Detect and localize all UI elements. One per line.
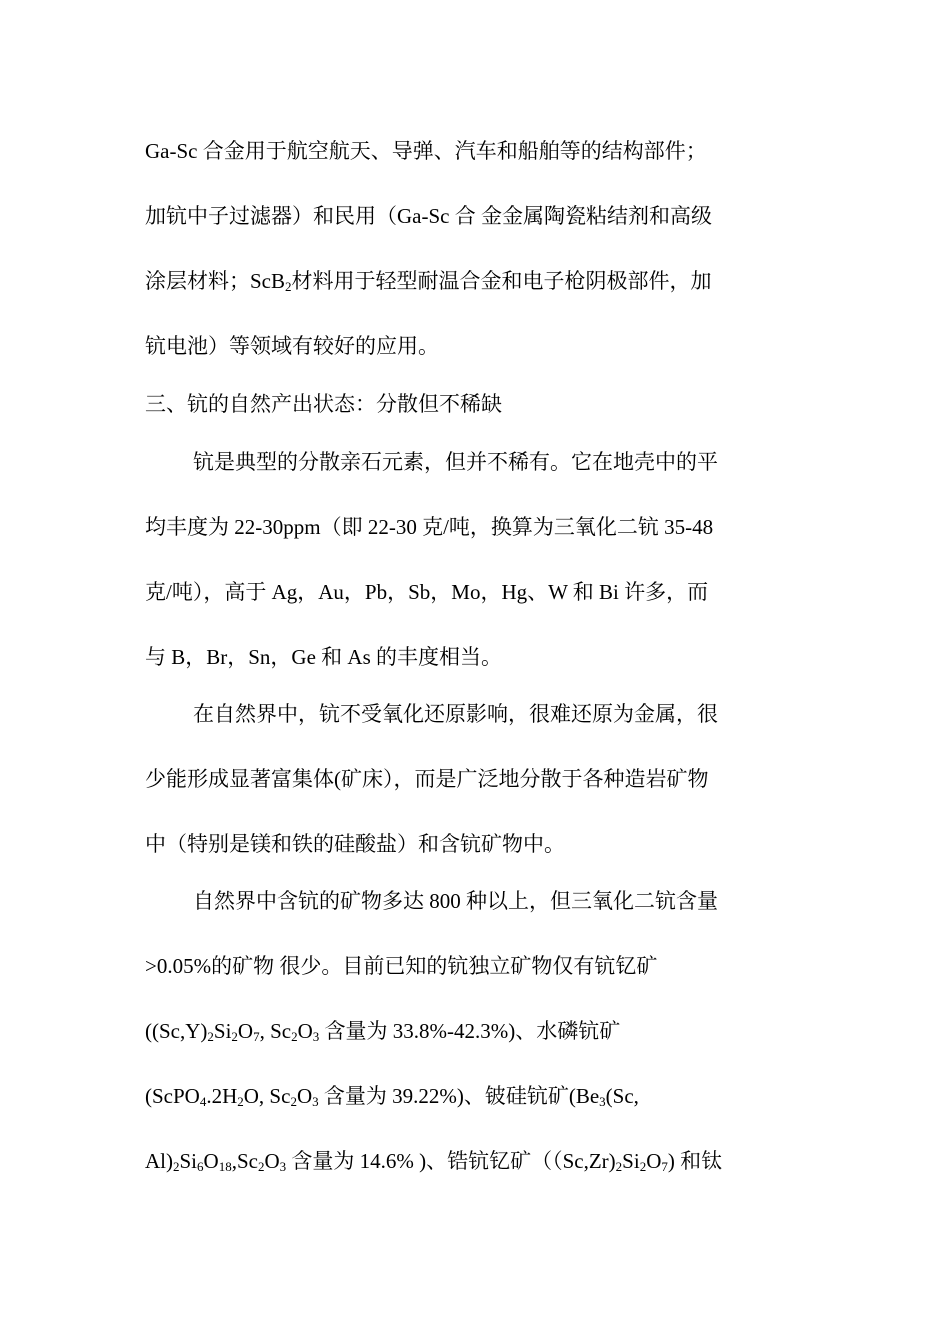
paragraph-line — [145, 1016, 620, 1046]
paragraph-line: 钪是典型的分散亲石元素，但并不稀有。它在地壳中的平 — [193, 450, 718, 474]
paragraph-line: 均丰度为 22-30ppm（即 22-30 克/吨，换算为三氧化二钪 35-48 — [145, 515, 714, 539]
text-run: O — [646, 1149, 662, 1173]
text-run: .2H — [206, 1084, 238, 1108]
subscript: 2 — [639, 1159, 647, 1174]
paragraph-line: 与 B，Br，Sn，Ge 和 As 的丰度相当。 — [145, 645, 503, 669]
text-run: Si — [179, 1149, 198, 1173]
text-run: (ScPO — [145, 1084, 200, 1108]
paragraph-line: 中（特别是镁和铁的硅酸盐）和含钪矿物中。 — [145, 832, 565, 856]
text-run: 涂层材料；ScB — [145, 269, 286, 293]
subscript: 2 — [173, 1159, 180, 1174]
paragraph-line: Ga-Sc 合金用于航空航天、导弹、汽车和船舶等的结构部件； — [145, 139, 707, 163]
paragraph-line: 加钪中子过滤器）和民用（Ga-Sc 合 金金属陶瓷粘结剂和高级 — [145, 204, 712, 228]
text-run: (Sc, — [605, 1084, 639, 1108]
text-run: Si — [622, 1149, 640, 1173]
text-run: , Sc — [259, 1019, 292, 1043]
subscript: 18 — [218, 1159, 232, 1174]
text-run: O — [296, 1084, 313, 1108]
text-run: O — [264, 1149, 280, 1173]
subscript: 7 — [253, 1029, 260, 1044]
subscript: 3 — [599, 1094, 606, 1109]
text-run: O — [297, 1019, 313, 1043]
text-run: ) 和钛 — [667, 1149, 723, 1173]
text-run: 材料用于轻型耐温合金和电子枪阴极部件，加 — [291, 269, 712, 293]
subscript: 2 — [257, 1159, 265, 1174]
paragraph-line: 少能形成显著富集体(矿床），而是广泛地分散于各种造岩矿物 — [145, 767, 709, 791]
text-run: O — [237, 1019, 254, 1043]
subscript: 6 — [197, 1159, 204, 1174]
text-run: Si — [213, 1019, 232, 1043]
text-run: O — [203, 1149, 219, 1173]
paragraph-line: 在自然界中，钪不受氧化还原影响，很难还原为金属，很 — [193, 702, 718, 726]
subscript: 2 — [615, 1159, 623, 1174]
subscript: 2 — [237, 1094, 244, 1109]
subscript: 3 — [312, 1029, 320, 1044]
paragraph-line: 钪电池）等领域有较好的应用。 — [145, 334, 439, 358]
paragraph-line — [145, 1081, 639, 1111]
paragraph-line — [145, 266, 712, 296]
subscript: 2 — [290, 1094, 297, 1109]
subscript: 3 — [279, 1159, 287, 1174]
section-heading: 三、钪的自然产出状态：分散但不稀缺 — [145, 392, 502, 416]
paragraph-line: 自然界中含钪的矿物多达 800 种以上，但三氧化二钪含量 — [193, 889, 718, 913]
text-run: Al) — [145, 1149, 173, 1173]
subscript: 3 — [312, 1094, 319, 1109]
paragraph-line: >0.05%的矿物 很少。目前已知的钪独立矿物仅有钪钇矿 — [145, 954, 658, 978]
subscript: 2 — [291, 1029, 298, 1044]
text-run: ,Sc — [231, 1149, 258, 1173]
subscript: 7 — [661, 1159, 668, 1174]
subscript: 2 — [231, 1029, 238, 1044]
text-run: ((Sc,Y) — [145, 1019, 208, 1043]
text-run: 含量为 39.22%)、铍硅钪矿(Be — [318, 1084, 600, 1108]
paragraph-line: 克/吨），高于 Ag，Au，Pb，Sb，Mo，Hg、W 和 Bi 许多，而 — [145, 580, 709, 604]
subscript: 4 — [199, 1094, 207, 1109]
paragraph-line — [145, 1146, 722, 1176]
text-run: O, Sc — [243, 1084, 291, 1108]
text-run: 含量为 33.8%-42.3%)、水磷钪矿 — [319, 1019, 621, 1043]
subscript: 2 — [207, 1029, 214, 1044]
subscript: 2 — [285, 279, 292, 294]
text-run: 含量为 14.6% )、锆钪钇矿（（Sc,Zr) — [286, 1149, 616, 1173]
